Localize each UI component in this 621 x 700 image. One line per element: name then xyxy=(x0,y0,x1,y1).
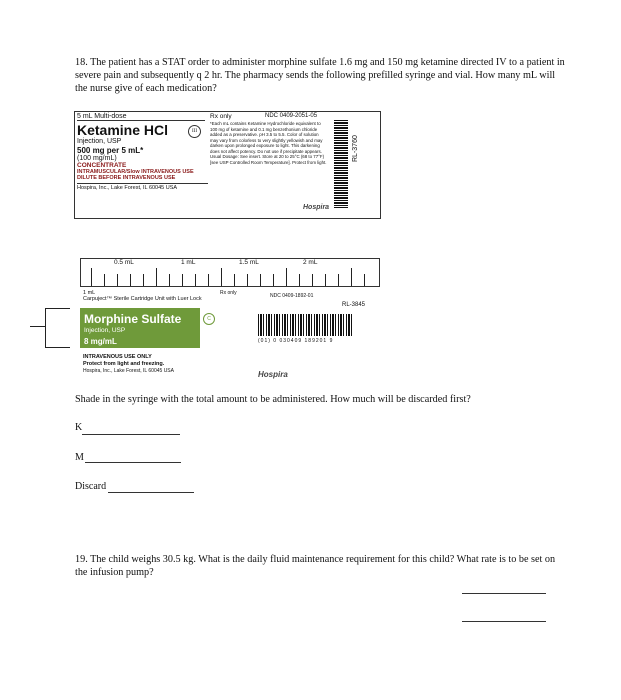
ketamine-dilute: DILUTE BEFORE INTRAVENOUS USE xyxy=(77,175,176,181)
morphine-label xyxy=(80,288,378,384)
question-19: 19. The child weighs 30.5 kg. What is the daily fluid maintenance requirement for this child? What rate is to be set on the infusion pump? xyxy=(75,554,556,578)
barcode-icon xyxy=(334,120,348,208)
ketamine-concentrate: CONCENTRATE xyxy=(77,162,127,169)
barcode-icon xyxy=(258,314,353,336)
m-answer-label: M xyxy=(75,452,84,463)
morphine-name-panel xyxy=(80,308,200,348)
fluid-requirement-field[interactable] xyxy=(462,593,546,594)
morphine-brand: Hospira xyxy=(258,370,288,379)
morphine-volume: 1 mL xyxy=(83,290,96,296)
scale-tick xyxy=(312,274,313,286)
morphine-rx: Rx only xyxy=(220,290,237,296)
scale-label-1: 1 mL xyxy=(181,259,196,266)
scale-tick xyxy=(91,268,92,286)
morphine-protect: Protect from light and freezing. xyxy=(83,361,165,367)
morphine-manufacturer: Hospira, Inc., Lake Forest, IL 60045 USA xyxy=(83,368,174,374)
morphine-injection: Injection, USP xyxy=(84,327,126,334)
question-18: 18. The patient has a STAT order to administer morphine sulfate 1.6 mg and 150 mg ketamine directed IV to a patient in severe pain and subsequently q 2 hr. The pharmacy sends the following prefilled syringe and vial. How many mL will the nurse give of each medication? xyxy=(75,57,565,94)
discard-answer-field[interactable] xyxy=(108,492,194,493)
syringe-barrel[interactable] xyxy=(80,258,380,287)
scale-tick xyxy=(156,268,157,286)
morphine-name: Morphine Sulfate xyxy=(84,312,182,326)
scale-tick xyxy=(169,274,170,286)
scale-tick xyxy=(208,274,209,286)
scale-tick xyxy=(104,274,105,286)
morphine-ndc: NDC 0409-1892-01 xyxy=(270,293,314,299)
ketamine-details: *Each mL contains Ketamine Hydrochloride equivalent to 100 mg of ketamine and 0.1 mg benzethonium chloride added as a preservative. pH 3.5 to 5.5. Color of solution may vary from colorless to very slightly yellowish and may darken upon prolonged exposure to light. This darkening does not affect potency. Do not use if precipitate appears. Usual Dosage: See insert. Store at 20 to 25°C (68 to 77°F) [see USP Controlled Room Temperature]. Protect from light. xyxy=(210,121,327,165)
ketamine-ndc: NDC 0409-2051-05 xyxy=(265,113,318,119)
scale-tick xyxy=(325,274,326,286)
ketamine-multidose: 5 mL Multi-dose xyxy=(77,113,205,121)
morphine-lot-code: RL-3845 xyxy=(342,302,366,308)
ketamine-injection: Injection, USP xyxy=(77,138,122,145)
morphine-barcode-number: (01) 0 030409 189201 9 xyxy=(258,338,334,344)
scale-tick xyxy=(234,274,235,286)
scale-label-0-5: 0.5 mL xyxy=(114,259,134,266)
scale-tick xyxy=(364,274,365,286)
ketamine-brand: Hospira xyxy=(303,204,330,211)
morphine-carpuject: Carpuject™ Sterile Cartridge Unit with Luer Lock xyxy=(83,296,202,302)
morphine-route: INTRAVENOUS USE ONLY xyxy=(83,354,152,360)
k-answer-label: K xyxy=(75,422,83,433)
scale-label-1-5: 1.5 mL xyxy=(239,259,259,266)
scale-tick xyxy=(143,274,144,286)
discard-label: Discard xyxy=(75,481,107,492)
morphine-strength: 8 mg/mL xyxy=(84,337,117,346)
ketamine-manufacturer: Hospira, Inc., Lake Forest, IL 60045 USA xyxy=(77,183,208,191)
scale-tick xyxy=(221,268,222,286)
scale-tick xyxy=(299,274,300,286)
ketamine-lot-code: RL-3760 xyxy=(352,135,359,162)
ketamine-route: INTRAMUSCULAR/Slow INTRAVENOUS USE xyxy=(77,169,194,175)
scale-tick xyxy=(195,274,196,286)
scale-tick xyxy=(247,274,248,286)
pump-rate-field[interactable] xyxy=(462,621,546,622)
shade-instruction: Shade in the syringe with the total amount to be administered. How much will be discarded first? xyxy=(75,394,471,405)
scale-tick xyxy=(351,268,352,286)
scale-tick xyxy=(182,274,183,286)
scale-tick xyxy=(338,274,339,286)
scale-tick xyxy=(273,274,274,286)
m-answer-field[interactable] xyxy=(85,462,181,463)
scale-tick xyxy=(260,274,261,286)
ketamine-strength: 500 mg per 5 mL* xyxy=(77,146,144,155)
scale-tick xyxy=(130,274,131,286)
ketamine-name: Ketamine HCl xyxy=(77,122,169,138)
scale-label-2: 2 mL xyxy=(303,259,318,266)
scale-tick xyxy=(117,274,118,286)
bracket-marker xyxy=(45,308,70,348)
controlled-substance-icon: C xyxy=(203,313,215,325)
ketamine-rx: Rx only xyxy=(210,113,232,120)
ketamine-concentration: (100 mg/mL) xyxy=(77,155,117,162)
k-answer-field[interactable] xyxy=(82,434,180,435)
controlled-schedule-icon: III xyxy=(188,125,201,138)
scale-tick xyxy=(286,268,287,286)
ketamine-vial-label xyxy=(74,111,381,219)
ketamine-label-left xyxy=(77,113,207,191)
arrow-icon xyxy=(30,326,45,327)
